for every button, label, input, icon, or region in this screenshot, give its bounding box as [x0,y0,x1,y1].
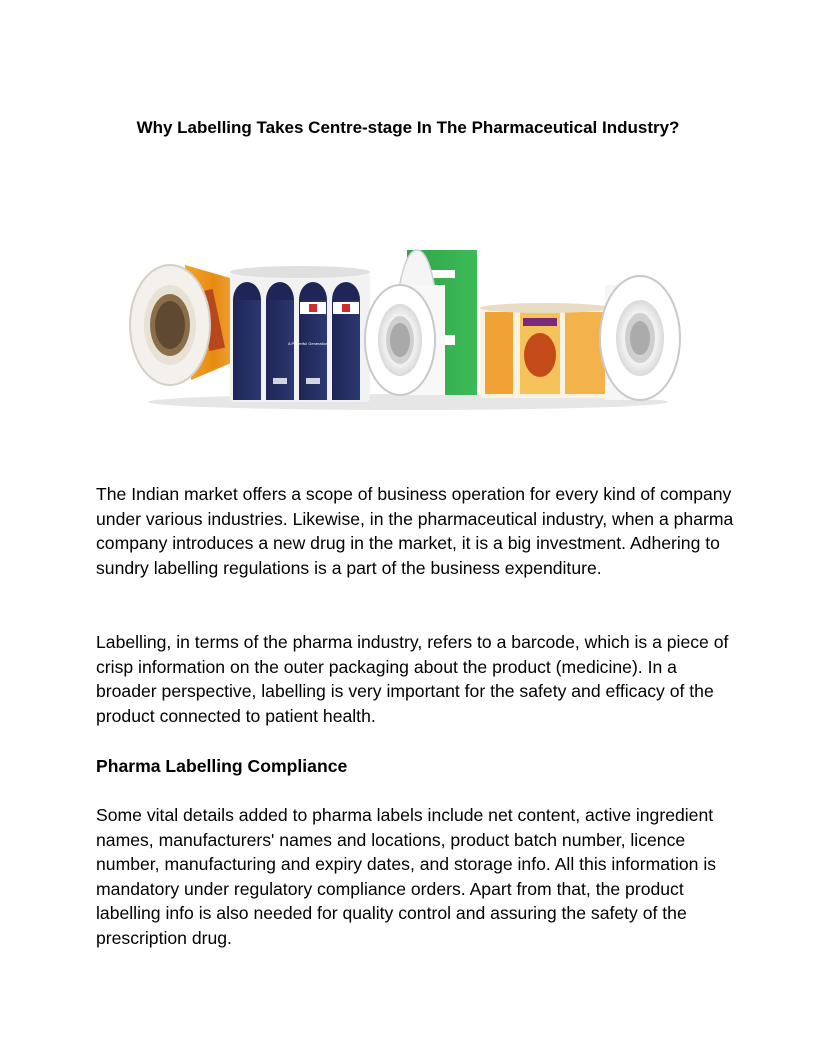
orange-label-roll [130,265,243,385]
paragraph-labelling-definition: Labelling, in terms of the pharma industry, refers to a barcode, which is a piece of crisp information on the outer packaging about the product (medicine). In a broader perspective, labelling is very important for the safety and efficacy of the product connected to patient health. [96,632,729,726]
label-rolls-image [125,240,691,415]
white-label-roll-center [365,285,445,395]
document-title: Why Labelling Takes Centre-stage In The Pharmaceutical Industry? [136,118,680,137]
paragraph-market: The Indian market offers a scope of business operation for every kind of company under various industries. Likewise, in the pharmaceutical industry, when a pharma company introduces a new drug in the market, it is a big investment. Adhering to sundry labelling regulations is a part of the business expenditure. [96,484,734,578]
navy-label-roll [230,266,370,402]
white-label-roll-right [600,276,680,400]
section-heading-compliance: Pharma Labelling Compliance [96,756,348,776]
paragraph-label-details: Some vital details added to pharma labels include net content, active ingredient names, manufacturers' names and locations, product batch number, licence number, manufacturing and expiry dates, and storage info. All this information is mandatory under regulatory compliance orders. Apart from that, the product labelling info is also needed for quality control and assuring the safety of the prescription drug. [96,805,717,948]
roll-small-text: A Powerful Generation [288,341,329,346]
yellow-label-roll [480,303,610,398]
